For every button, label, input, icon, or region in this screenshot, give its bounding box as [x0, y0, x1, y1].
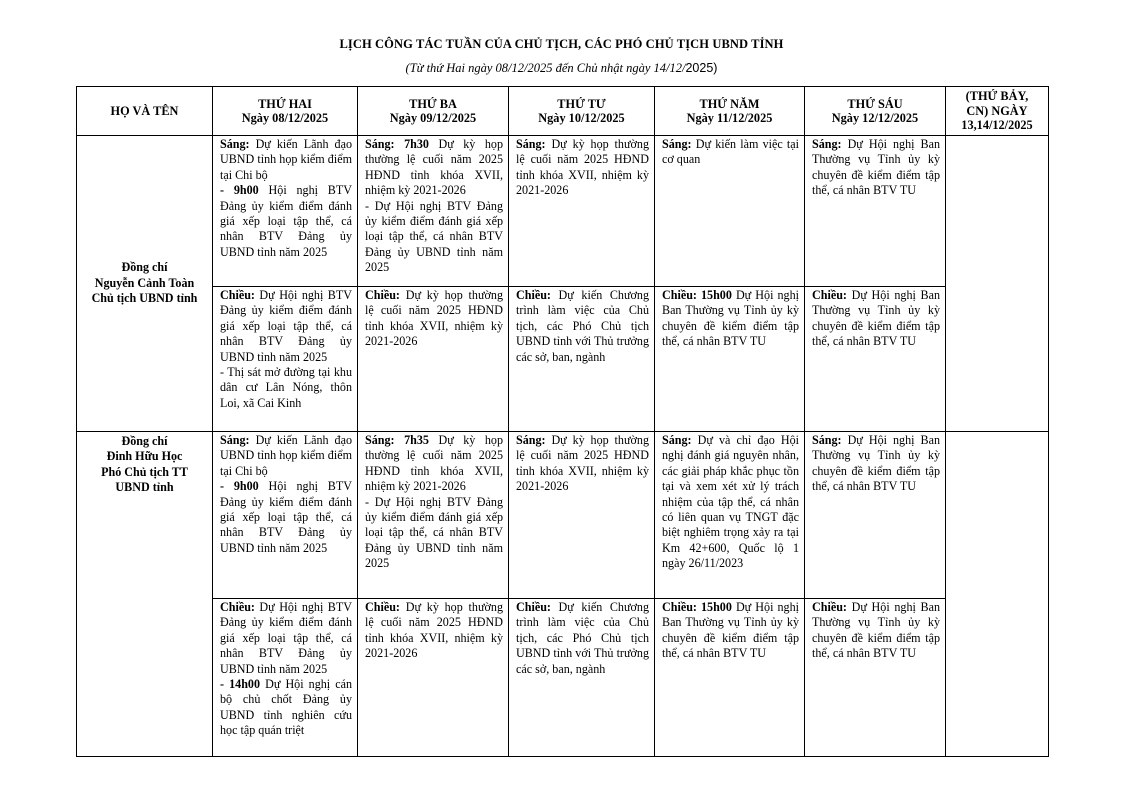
schedule-cell [213, 432, 358, 599]
header-weekend [946, 87, 1049, 136]
schedule-cell [213, 136, 358, 287]
schedule-entry-time: - 9h00 [220, 183, 259, 198]
schedule-entry [516, 433, 649, 495]
schedule-entry-time: Sáng: [516, 137, 546, 151]
schedule-entry [220, 288, 352, 365]
schedule-entry-text: Dự Hội nghị cán bộ chủ chốt Đảng ủy UBND tỉnh nghiên cứu học tập quán triệt [220, 677, 352, 738]
schedule-entry [365, 433, 503, 495]
header-monday-label: THỨ HAI [258, 96, 312, 111]
schedule-entry [365, 199, 503, 276]
person-title: Đồng chí [121, 434, 168, 448]
schedule-cell [213, 287, 358, 432]
schedule-entry-time: Chiều: [516, 288, 551, 302]
schedule-cell [805, 136, 946, 287]
schedule-entry-time: Sáng: 7h30 [365, 137, 429, 151]
schedule-cell [358, 287, 509, 432]
header-tuesday [358, 87, 509, 136]
schedule-cell [213, 599, 358, 757]
person-cell [77, 136, 213, 432]
schedule-cell [805, 287, 946, 432]
schedule-entry-time: Chiều: 15h00 [662, 288, 732, 302]
schedule-entry-time: Chiều: [812, 288, 847, 302]
person-name: Đinh Hữu Học [106, 449, 183, 464]
schedule-cell [509, 136, 655, 287]
schedule-entry [220, 600, 352, 677]
schedule-entry [220, 365, 352, 411]
schedule-entry-text: Dự kiến Chương trình làm việc của Chủ tịch, các Phó Chủ tịch UBND tỉnh với Thủ trưởng các sở, ban, ngành [516, 600, 649, 676]
schedule-cell [655, 287, 805, 432]
schedule-entry-time: - 9h00 [220, 479, 259, 494]
schedule-entry-time: Sáng: [220, 137, 250, 151]
schedule-entry-text: Dự Hội nghị BTV Đảng ủy kiểm điểm đánh giá xếp loại tập thể, cá nhân BTV Đảng ủy UBND tỉnh năm 2025 [220, 600, 352, 676]
person-name: Nguyễn Cảnh Toàn [94, 275, 195, 290]
schedule-entry [365, 600, 503, 662]
person-cell [77, 432, 213, 757]
header-weekend-line3: 13,14/12/2025 [961, 118, 1033, 133]
schedule-entry-time: - 14h00 [220, 677, 261, 692]
schedule-entry [662, 137, 799, 168]
schedule-entry [220, 137, 352, 183]
schedule-entry [812, 137, 940, 199]
header-thursday [655, 87, 805, 136]
schedule-entry-time: Sáng: [662, 137, 692, 151]
schedule-entry-text: Dự kỳ họp thường lệ cuối năm 2025 HĐND tỉnh khóa XVII, nhiệm kỳ 2021-2026 [365, 288, 503, 349]
schedule-entry-text: Dự kỳ họp thường lệ cuối năm 2025 HĐND tỉnh khóa XVII, nhiệm kỳ 2021-2026 [365, 433, 503, 494]
page-title: LỊCH CÔNG TÁC TUẦN CỦA CHỦ TỊCH, CÁC PHÓ CHỦ TỊCH UBND TỈNH [339, 37, 784, 51]
page-subtitle [0, 61, 1123, 76]
schedule-entry-text: Dự kiến Chương trình làm việc của Chủ tịch, các Phó Chủ tịch UBND tỉnh với Thủ trưởng các sở, ban, ngành [516, 288, 649, 364]
schedule-entry-time: Chiều: [220, 600, 255, 614]
schedule-entry [812, 288, 940, 350]
schedule-entry [662, 288, 799, 350]
schedule-entry-text: Dự kiến làm việc tại cơ quan [662, 137, 799, 167]
person-position-unit: UBND tỉnh [115, 480, 174, 495]
schedule-cell [358, 599, 509, 757]
schedule-cell [655, 599, 805, 757]
schedule-cell [509, 432, 655, 599]
schedule-cell [509, 599, 655, 757]
weekend-cell [946, 432, 1049, 757]
table-row [77, 136, 1049, 287]
schedule-entry-time: Chiều: [812, 600, 847, 614]
header-friday-date: Ngày 12/12/2025 [831, 111, 919, 125]
schedule-entry [662, 433, 799, 572]
schedule-entry-text: Dự Hội nghị Ban Thường vụ Tỉnh ủy kỳ chuyên đề kiểm điểm tập thể, cá nhân BTV TU [812, 137, 940, 198]
schedule-entry [516, 600, 649, 677]
schedule-entry-time: Chiều: [516, 600, 551, 614]
schedule-entry [220, 677, 352, 739]
header-wednesday-date: Ngày 10/12/2025 [538, 111, 625, 125]
schedule-entry-time: Sáng: [812, 137, 842, 151]
header-tuesday-date: Ngày 09/12/2025 [389, 111, 477, 125]
schedule-entry-text: Dự Hội nghị Ban Thường vụ Tỉnh ủy kỳ chuyên đề kiểm điểm tập thể, cá nhân BTV TU [662, 288, 799, 349]
header-name-label: HỌ VÀ TÊN [110, 103, 179, 118]
subtitle-year: 2025) [685, 61, 718, 75]
schedule-cell-content [220, 600, 352, 750]
schedule-entry-text: Dự Hội nghị Ban Thường vụ Tỉnh ủy kỳ chuyên đề kiểm điểm tập thể, cá nhân BTV TU [662, 600, 799, 661]
header-weekend-line1: (THỨ BẢY, [965, 89, 1029, 104]
header-wednesday-label: THỨ TƯ [557, 96, 606, 111]
schedule-entry-text: Dự Hội nghị Ban Thường vụ Tỉnh ủy kỳ chuyên đề kiểm điểm tập thể, cá nhân BTV TU [812, 433, 940, 494]
schedule-entry-text: Dự Hội nghị Ban Thường vụ Tỉnh ủy kỳ chuyên đề kiểm điểm tập thể, cá nhân BTV TU [812, 288, 940, 349]
person-position: Phó Chủ tịch TT [101, 464, 188, 479]
schedule-entry-text: Dự kỳ họp thường lệ cuối năm 2025 HĐND tỉnh khóa XVII, nhiệm kỳ 2021-2026 [516, 137, 649, 198]
weekend-cell [946, 136, 1049, 432]
header-thursday-label: THỨ NĂM [699, 96, 760, 111]
schedule-entry-text: - Dự Hội nghị BTV Đảng ủy kiểm điểm đánh giá xếp loại tập thể, cá nhân BTV Đảng ủy UBND tỉnh năm 2025 [365, 494, 503, 571]
header-monday-date: Ngày 08/12/2025 [241, 111, 329, 125]
schedule-entry [662, 600, 799, 662]
schedule-entry-text: Dự Hội nghị BTV Đảng ủy kiểm điểm đánh giá xếp loại tập thể, cá nhân BTV Đảng ủy UBND tỉnh năm 2025 [220, 288, 352, 364]
schedule-entry-text: Dự kỳ họp thường lệ cuối năm 2025 HĐND tỉnh khóa XVII, nhiệm kỳ 2021-2026 [516, 433, 649, 494]
schedule-entry-time: Sáng: [662, 433, 692, 447]
header-monday [213, 87, 358, 136]
table-row [77, 432, 1049, 599]
header-name [77, 87, 213, 136]
schedule-entry [220, 433, 352, 479]
schedule-cell [358, 432, 509, 599]
header-wednesday [509, 87, 655, 136]
schedule-entry [365, 137, 503, 199]
schedule-entry-time: Chiều: [365, 288, 400, 302]
person-title: Đồng chí [121, 260, 168, 275]
schedule-entry-text: Dự Hội nghị Ban Thường vụ Tỉnh ủy kỳ chuyên đề kiểm điểm tập thể, cá nhân BTV TU [812, 600, 940, 661]
schedule-entry-text: Dự kiến Lãnh đạo UBND tỉnh họp kiểm điểm tại Chi bộ [220, 433, 352, 478]
schedule-entry [220, 183, 352, 260]
header-tuesday-label: THỨ BA [409, 96, 457, 111]
schedule-entry-text: Dự kỳ họp thường lệ cuối năm 2025 HĐND tỉnh khóa XVII, nhiệm kỳ 2021-2026 [365, 600, 503, 661]
header-weekend-line2: CN) NGÀY [966, 103, 1028, 118]
schedule-entry-text: Hội nghị BTV Đảng ủy kiểm điểm đánh giá xếp loại tập thể, cá nhân BTV Đảng ủy UBND tỉnh năm 2025 [220, 183, 352, 259]
schedule-table [76, 86, 1049, 757]
schedule-entry-text: Dự và chỉ đạo Hội nghị đánh giá nguyên nhân, các giải pháp khắc phục tồn tại và xem xét xử lý trách nhiệm của tập thể, cá nhân có liên quan vụ TNGT đặc biệt nghiêm trọng xảy ra tại Km 42+600, Quốc lộ 1 ngày 26/11/2023 [662, 433, 799, 571]
schedule-entry [812, 433, 940, 495]
schedule-entry-time: Sáng: [812, 433, 842, 447]
schedule-cell [655, 432, 805, 599]
schedule-entry-time: Sáng: [220, 433, 250, 447]
schedule-entry [365, 495, 503, 572]
table-row [77, 599, 1049, 757]
schedule-entry-time: Sáng: 7h35 [365, 433, 429, 447]
schedule-entry [220, 479, 352, 556]
schedule-entry [365, 288, 503, 350]
header-thursday-date: Ngày 11/12/2025 [686, 111, 773, 125]
schedule-entry-time: Chiều: 15h00 [662, 600, 732, 614]
schedule-entry-time: Sáng: [516, 433, 546, 447]
schedule-entry-text: - Dự Hội nghị BTV Đảng ủy kiểm điểm đánh giá xếp loại tập thể, cá nhân BTV Đảng ủy UBND tỉnh năm 2025 [365, 198, 503, 275]
schedule-cell [805, 432, 946, 599]
header-row [77, 87, 1049, 136]
schedule-entry [516, 288, 649, 365]
schedule-entry-text: Dự kiến Lãnh đạo UBND tỉnh họp kiểm điểm tại Chi bộ [220, 137, 352, 182]
schedule-entry [516, 137, 649, 199]
table-row [77, 287, 1049, 432]
schedule-entry [812, 600, 940, 662]
schedule-cell [805, 599, 946, 757]
schedule-entry-text: Dự kỳ họp thường lệ cuối năm 2025 HĐND tỉnh khóa XVII, nhiệm kỳ 2021-2026 [365, 137, 503, 198]
header-friday [805, 87, 946, 136]
schedule-entry-time: Chiều: [365, 600, 400, 614]
schedule-cell [655, 136, 805, 287]
schedule-cell [358, 136, 509, 287]
schedule-entry-text: - Thị sát mở đường tại khu dân cư Lân Nóng, thôn Loi, xã Cai Kinh [220, 365, 352, 410]
person-position: Chủ tịch UBND tỉnh [91, 291, 198, 306]
header-friday-label: THỨ SÁU [847, 96, 903, 111]
schedule-entry-time: Chiều: [220, 288, 255, 302]
schedule-cell [509, 287, 655, 432]
schedule-entry-text: Hội nghị BTV Đảng ủy kiểm điểm đánh giá xếp loại tập thể, cá nhân BTV Đảng ủy UBND tỉnh năm 2025 [220, 479, 352, 555]
subtitle-date-range: (Từ thứ Hai ngày 08/12/2025 đến Chủ nhật ngày 14/12/ [405, 61, 686, 75]
